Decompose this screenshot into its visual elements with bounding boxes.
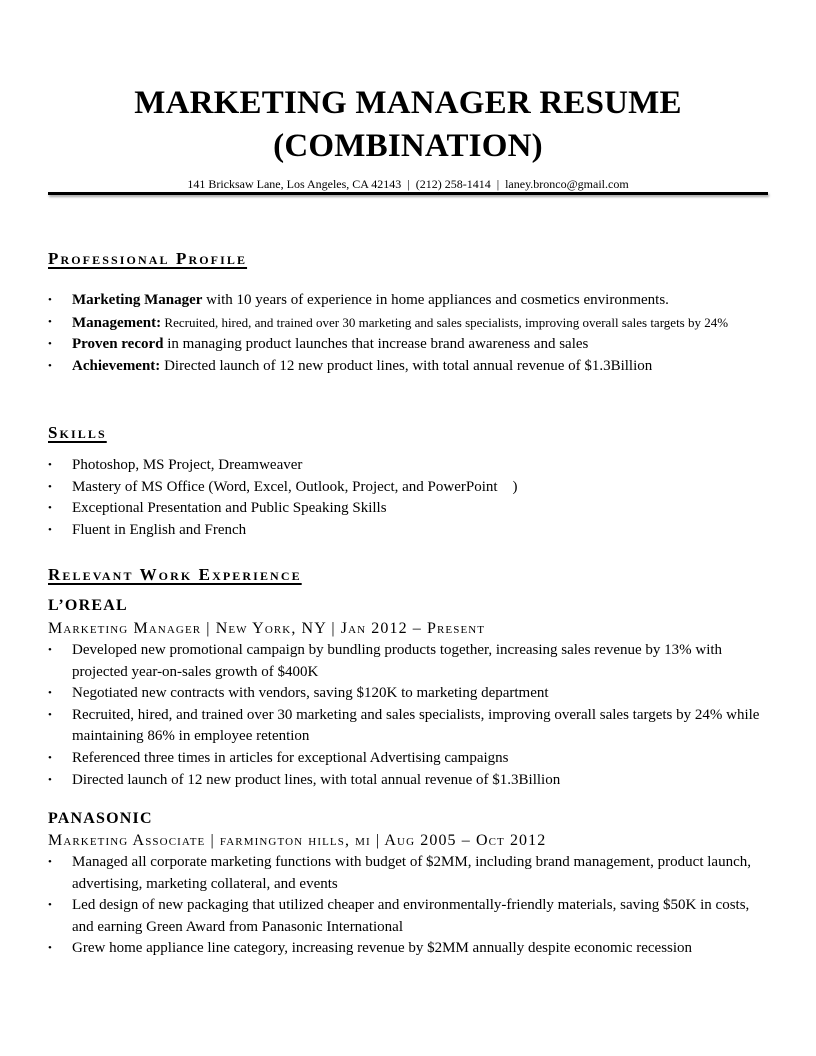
job-duty-item: • Directed launch of 12 new product lines, with total annual revenue of $1.3Billion xyxy=(48,770,768,792)
profile-item-text: with 10 years of experience in home appliances and cosmetics environments. xyxy=(202,292,669,308)
profile-item xyxy=(48,334,768,356)
job-duties-list xyxy=(48,640,768,791)
job-role-line: Marketing Associate | farmington hills, mi | Aug 2005 – Oct 2012 xyxy=(48,832,547,849)
profile-item-lead: Achievement: xyxy=(72,357,161,374)
job-duty-item: • Recruited, hired, and trained over 30 marketing and sales specialists, improving overall sales targets by 24% while maintaining 86% in employee retention xyxy=(48,705,768,748)
job-duty-item: • Led design of new packaging that utilized cheaper and environmentally-friendly materials, saving $50K in costs, and earning Green Award from Panasonic International xyxy=(48,895,768,938)
job-duties-list xyxy=(48,852,768,960)
section-heading-experience: Relevant Work Experience xyxy=(48,565,302,584)
skill-item: • Mastery of MS Office (Word, Excel, Outlook, Project, and PowerPoint ) xyxy=(48,477,768,499)
header-divider xyxy=(48,192,768,195)
skill-item: • Fluent in English and French xyxy=(48,520,768,542)
profile-item-lead: Proven record xyxy=(72,336,164,353)
job-duty-item: • Negotiated new contracts with vendors, saving $120K to marketing department xyxy=(48,683,768,705)
profile-item xyxy=(48,290,768,312)
section-heading-profile: Professional Profile xyxy=(48,249,248,268)
profile-item-lead: Marketing Manager xyxy=(72,292,203,308)
profile-item-text: Directed launch of 12 new product lines, with total annual revenue of $1.3Billion xyxy=(160,357,653,374)
profile-item xyxy=(48,312,768,335)
skill-item: • Exceptional Presentation and Public Speaking Skills xyxy=(48,498,768,520)
company-name: L’OREAL xyxy=(48,597,128,614)
profile-item xyxy=(48,356,768,378)
job-duty-item: • Grew home appliance line category, increasing revenue by $2MM annually despite economic recession xyxy=(48,938,768,960)
skills-list xyxy=(48,455,768,541)
profile-list xyxy=(48,290,768,377)
job-duty-item: • Managed all corporate marketing functions with budget of $2MM, including brand management, product launch, advertising, marketing collateral, and events xyxy=(48,852,768,895)
skill-item: • Photoshop, MS Project, Dreamweaver xyxy=(48,455,768,477)
profile-item-text: Recruited, hired, and trained over 30 marketing and sales specialists, improving overall sales targets by 24% xyxy=(161,314,729,330)
resume-title-line2: (COMBINATION) xyxy=(273,128,543,164)
section-heading-skills: Skills xyxy=(48,423,107,442)
profile-item-text: in managing product launches that increase brand awareness and sales xyxy=(163,336,589,353)
company-name: PANASONIC xyxy=(48,810,153,827)
job-duty-item: • Developed new promotional campaign by bundling products together, increasing sales revenue by 13% with projected year-on-sales growth of $400K xyxy=(48,640,768,683)
profile-item-lead: Management: xyxy=(72,314,162,331)
job-duty-item: • Referenced three times in articles for exceptional Advertising campaigns xyxy=(48,748,768,770)
job-role-line: Marketing Manager | New York, NY | Jan 2012 – Present xyxy=(48,620,486,637)
contact-line: 141 Bricksaw Lane, Los Angeles, CA 42143 | (212) 258-1414 | laney.bronco@gmail.com xyxy=(187,177,629,191)
resume-title-line1: MARKETING MANAGER RESUME xyxy=(134,85,682,121)
